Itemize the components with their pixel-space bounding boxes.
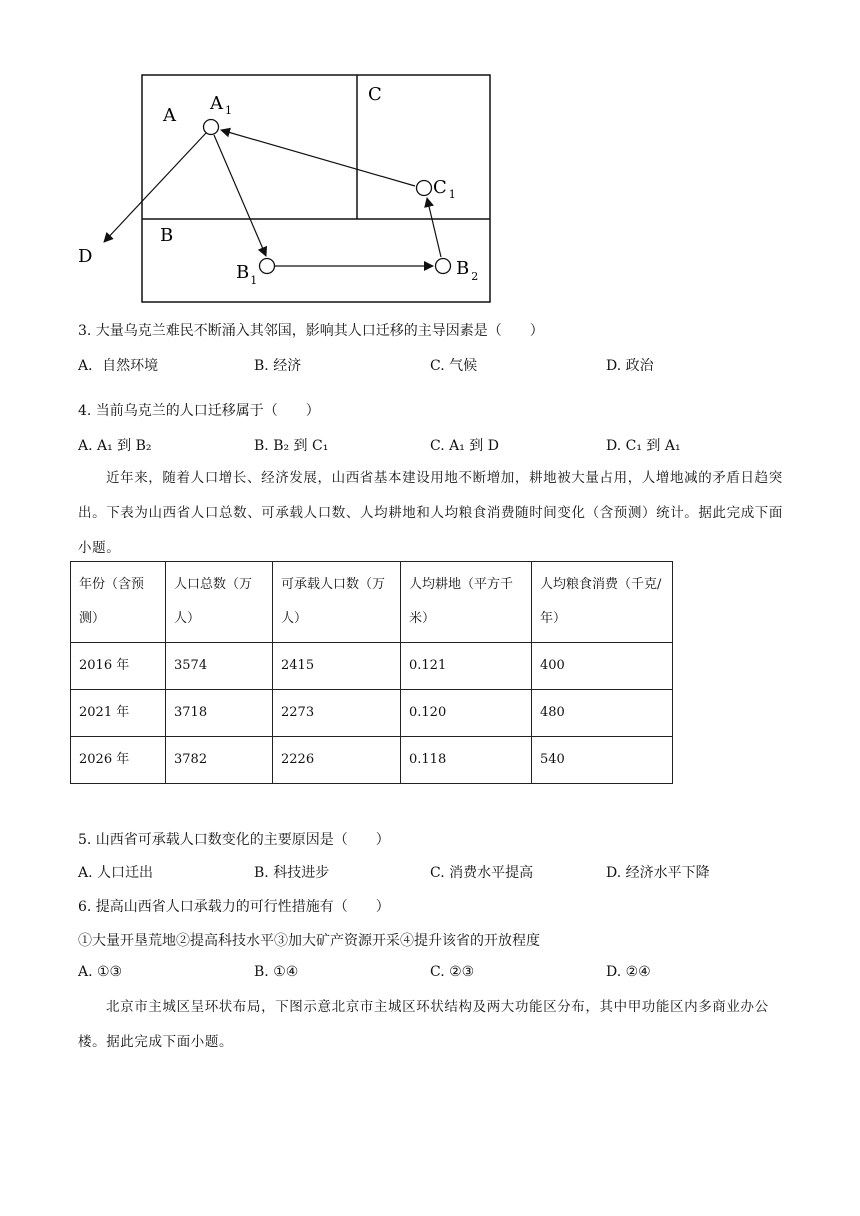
region-d-label: D (78, 246, 93, 267)
table-row (71, 690, 673, 737)
q3-option-c[interactable]: C. 气候 (430, 358, 478, 374)
node-c1-label: C $_1$ (433, 177, 456, 201)
q5-option-d[interactable]: D. 经济水平下降 (606, 865, 710, 881)
q6-option-b[interactable]: B. ①④ (254, 964, 299, 980)
node-b2-label: B $_2$ (456, 258, 479, 283)
q4-option-a[interactable]: A. A₁ 到 B₂ (78, 438, 152, 454)
table-cell: 2273 (273, 690, 401, 737)
q6-option-c[interactable]: C. ②③ (430, 964, 475, 980)
q6-items: ①大量开垦荒地②提高科技水平③加大矿产资源开采④提升该省的开放程度 (78, 933, 540, 949)
q3-option-b[interactable]: B. 经济 (254, 358, 302, 374)
arrow-a1-to-d (104, 133, 206, 242)
table-cell: 3574 (166, 643, 273, 690)
table-cell: 2226 (273, 737, 401, 784)
table-cell: 540 (532, 737, 673, 784)
q5-option-a[interactable]: A. 人口迁出 (78, 865, 154, 881)
table-cell: 2026 年 (71, 737, 166, 784)
arrow-c1-to-a1 (221, 130, 415, 186)
table-header-row (71, 562, 673, 643)
table-header-cell: 年份（含预测） (71, 562, 166, 643)
q4-option-d[interactable]: D. C₁ 到 A₁ (606, 438, 681, 454)
table-cell: 3782 (166, 737, 273, 784)
table-cell: 2016 年 (71, 643, 166, 690)
arrow-b2-to-c1 (427, 198, 441, 257)
arrow-a1-to-b1 (214, 135, 266, 256)
q3-option-d[interactable]: D. 政治 (606, 358, 654, 374)
table-cell: 0.120 (401, 690, 532, 737)
q5-option-b[interactable]: B. 科技进步 (254, 865, 330, 881)
q6-option-d[interactable]: D. ②④ (606, 964, 651, 980)
table-row (71, 737, 673, 784)
node-a1 (204, 120, 219, 135)
node-b1 (260, 259, 275, 274)
node-b2 (436, 259, 451, 274)
region-b-label: B (160, 225, 174, 246)
shanxi-population-table (70, 561, 673, 784)
node-b1-label: $B_1$ (236, 262, 258, 287)
table-cell: 3718 (166, 690, 273, 737)
node-c1 (417, 181, 432, 196)
table-cell: 480 (532, 690, 673, 737)
q3-option-a[interactable]: A．自然环境 (78, 358, 159, 374)
table-cell: 0.121 (401, 643, 532, 690)
table-cell: 2415 (273, 643, 401, 690)
q6-stem: 6. 提高山西省人口承载力的可行性措施有（ ） (78, 899, 390, 915)
table-cell: 400 (532, 643, 673, 690)
passage-shanxi: 近年来，随着人口增长、经济发展，山西省基本建设用地不断增加，耕地被大量占用，人增地减的矛盾日趋突出。下表为山西省人口总数、可承载人口数、人均耕地和人均粮食消费随时间变化（含预测）统计。据此完成下面小题。 (78, 470, 783, 556)
table-cell: 0.118 (401, 737, 532, 784)
node-a1-label: A $_1$ (210, 93, 232, 117)
table-header-cell: 可承载人口数（万人） (273, 562, 401, 643)
table-header-cell: 人均耕地（平方千米） (401, 562, 532, 643)
q4-option-c[interactable]: C. A₁ 到 D (430, 438, 499, 454)
q6-option-a[interactable]: A. ①③ (78, 964, 123, 980)
q5-stem: 5. 山西省可承载人口数变化的主要原因是（ ） (78, 832, 390, 848)
passage-beijing: 北京市主城区呈环状布局，下图示意北京市主城区环状结构及两大功能区分布，其中甲功能区内多商业办公楼。据此完成下面小题。 (78, 999, 769, 1050)
migration-diagram (70, 68, 510, 313)
table-header-cell: 人口总数（万人） (166, 562, 273, 643)
region-c-label: C (368, 84, 382, 105)
q4-stem: 4. 当前乌克兰的人口迁移属于（ ） (78, 403, 320, 419)
region-a-label: A (163, 105, 176, 126)
table-header-cell: 人均粮食消费（千克/年） (532, 562, 673, 643)
q5-option-c[interactable]: C. 消费水平提高 (430, 865, 534, 881)
table-row (71, 643, 673, 690)
q3-stem: 3. 大量乌克兰难民不断涌入其邻国，影响其人口迁移的主导因素是（ ） (78, 323, 544, 339)
table-cell: 2021 年 (71, 690, 166, 737)
q4-option-b[interactable]: B. B₂ 到 C₁ (254, 438, 329, 454)
